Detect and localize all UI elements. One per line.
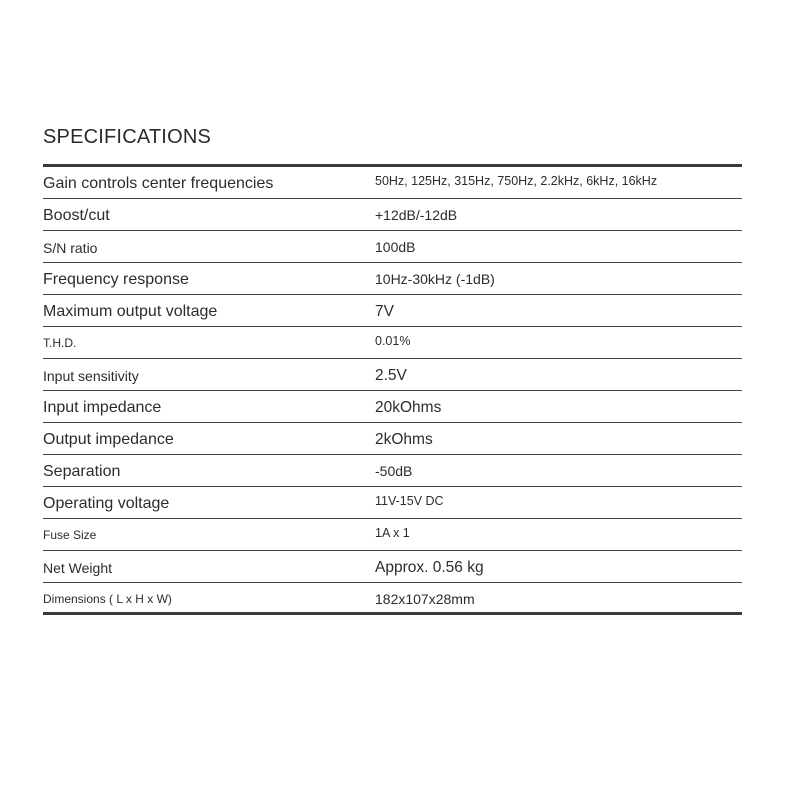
spec-label: Separation <box>43 463 121 480</box>
spec-label: T.H.D. <box>43 336 77 350</box>
spec-label: Boost/cut <box>43 207 110 224</box>
spec-label: Gain controls center frequencies <box>43 175 274 192</box>
spec-value: 0.01% <box>375 334 411 348</box>
spec-label: Maximum output voltage <box>43 303 218 320</box>
spec-row-frequency-response <box>43 263 742 295</box>
spec-value: 1A x 1 <box>375 526 410 540</box>
page-title: SPECIFICATIONS <box>43 126 212 148</box>
spec-value: 20kOhms <box>375 399 442 416</box>
spec-row-separation <box>43 455 742 487</box>
spec-row-operating-voltage <box>43 487 742 519</box>
spec-label: Operating voltage <box>43 495 170 512</box>
spec-label: Net Weight <box>43 560 112 576</box>
spec-value: 10Hz-30kHz (-1dB) <box>375 271 495 287</box>
spec-row-boost-cut <box>43 199 742 231</box>
spec-row-dimensions <box>43 583 742 615</box>
spec-value: 2.5V <box>375 367 407 384</box>
spec-label: Input sensitivity <box>43 368 139 384</box>
spec-value: Approx. 0.56 kg <box>375 559 484 576</box>
spec-row-gain-controls <box>43 167 742 199</box>
spec-value: 2kOhms <box>375 431 433 448</box>
spec-label: Output impedance <box>43 431 174 448</box>
spec-value: -50dB <box>375 463 413 479</box>
spec-row-fuse-size <box>43 519 742 551</box>
spec-value: 100dB <box>375 239 416 255</box>
spec-value: 7V <box>375 303 394 320</box>
spec-row-max-output-voltage <box>43 295 742 327</box>
spec-row-input-sensitivity <box>43 359 742 391</box>
spec-value: +12dB/-12dB <box>375 207 458 223</box>
spec-row-thd <box>43 327 742 359</box>
spec-table <box>43 167 742 615</box>
spec-row-sn-ratio <box>43 231 742 263</box>
spec-row-net-weight <box>43 551 742 583</box>
spec-value: 50Hz, 125Hz, 315Hz, 750Hz, 2.2kHz, 6kHz, 16kHz <box>375 174 658 188</box>
spec-value: 182x107x28mm <box>375 591 475 607</box>
spec-row-input-impedance <box>43 391 742 423</box>
spec-label: Fuse Size <box>43 528 97 542</box>
spec-label: Frequency response <box>43 271 189 288</box>
spec-label: Input impedance <box>43 399 162 416</box>
spec-label: Dimensions ( L x H x W) <box>43 592 172 606</box>
spec-row-output-impedance <box>43 423 742 455</box>
spec-value: 11V-15V DC <box>375 494 444 508</box>
spec-label: S/N ratio <box>43 240 98 256</box>
